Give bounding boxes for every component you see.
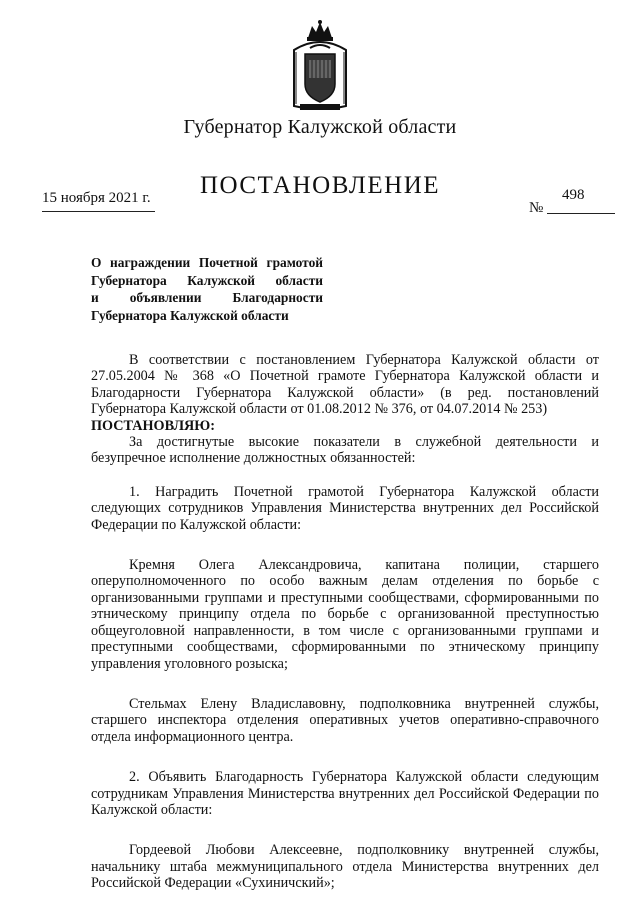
document-number: 498 [562,187,585,203]
coat-of-arms-icon [288,20,352,112]
document-date: 15 ноября 2021 г. [42,190,151,206]
number-underline [547,213,615,214]
preamble-paragraph: В соответствии с постановлением Губернатора Калужской области от 27.05.2004 № 368 «О Почетной грамоте Губернатора Калужской области и Благодарности Губернатора Калужской области» (в ред. постановлений Губернатора Калужской области от 01.08.2012 № 376, от 04.07.2014 № 253) [91,352,599,418]
issuing-authority: Губернатор Калужской области [183,116,457,138]
date-underline [42,211,155,212]
subject-line: О награждении Почетной грамотой [91,255,323,270]
document-body [91,352,599,892]
document-subject [91,254,323,324]
item-2-paragraph: 2. Объявить Благодарность Губернатора Калужской области следующим сотрудникам Управления Министерства внутренних дел Российской Федерации по Калужской области: [91,769,599,818]
document-type-title: ПОСТАНОВЛЕНИЕ [199,172,441,199]
subject-line: и объявлении Благодарности [91,290,323,305]
awardee-3-paragraph: Гордеевой Любови Алексеевне, подполковнику внутренней службы, начальнику штаба межмуниципального отдела Министерства внутренних дел Российской Федерации «Сухиничский»; [91,842,599,892]
number-label: № [529,200,544,216]
awardee-2-paragraph: Стельмах Елену Владиславовну, подполковника внутренней службы, старшего инспектора отделения оперативных учетов оперативно-справочного отдела информационного центра. [91,695,599,745]
reason-paragraph: За достигнутые высокие показатели в служебной деятельности и безупречное исполнение должностных обязанностей: [91,434,599,467]
subject-line: Губернатора Калужской области [91,272,323,288]
item-1-paragraph: 1. Наградить Почетной грамотой Губернатора Калужской области следующих сотрудников Управления Министерства внутренних дел Российской Федерации по Калужской области: [91,483,599,533]
subject-line: Губернатора Калужской области [91,307,289,323]
resolve-heading: ПОСТАНОВЛЯЮ: [91,417,216,434]
awardee-1-paragraph: Кремня Олега Александровича, капитана полиции, старшего оперуполномоченного по особо важным делам отделения по борьбе с организованными группами и преступными сообществами, сформированными по этническому принципу отдела по борьбе с организованной преступностью общеуголовной направленности, в том числе с организованными группами и преступными сообществами, сформированными по этническому принципу управления уголовного розыска; [91,557,599,672]
